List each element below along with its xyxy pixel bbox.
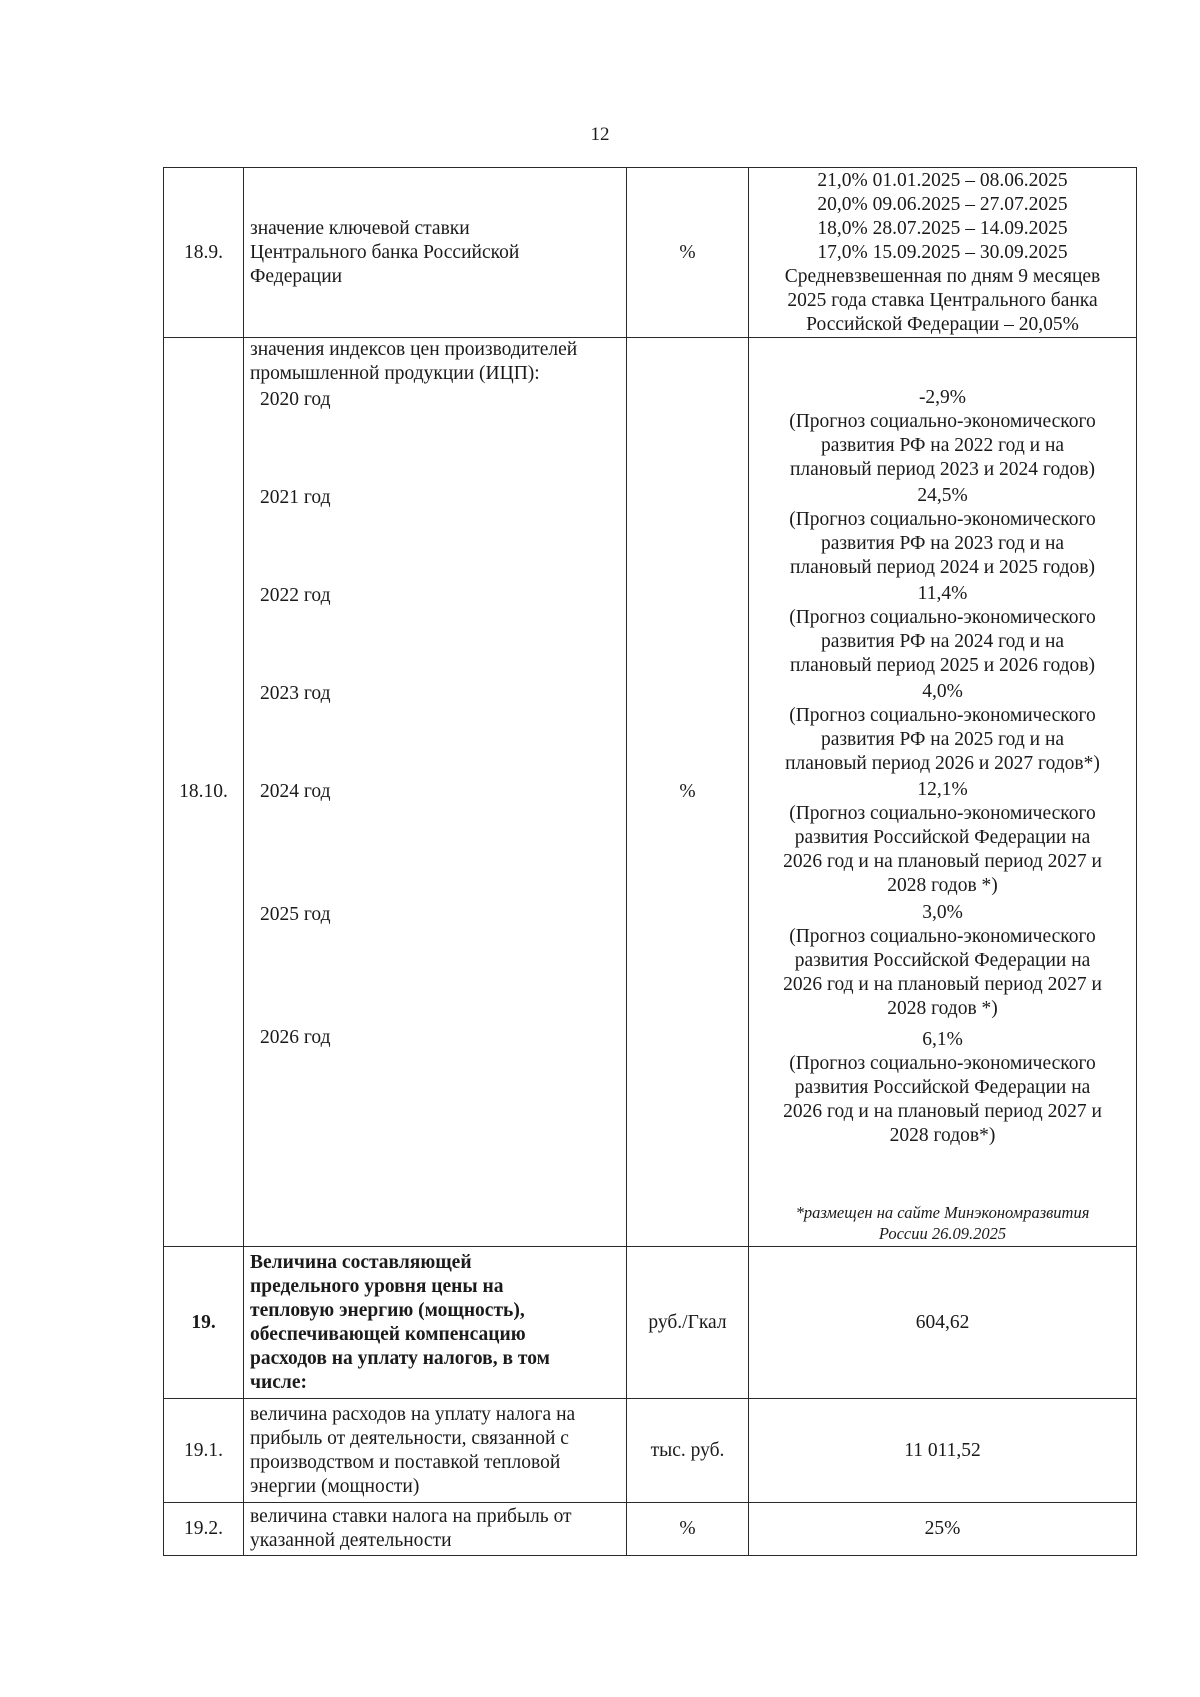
value-line: (Прогноз социально-экономического: [789, 607, 1096, 628]
row-value: [749, 338, 1137, 1247]
value-line: 12,1%: [917, 779, 968, 800]
value-line: (Прогноз социально-экономического: [789, 705, 1096, 726]
description-line: величина расходов на уплату налога на: [250, 1403, 576, 1425]
value-line: 6,1%: [922, 1029, 963, 1050]
value-line: (Прогноз социально-экономического: [789, 803, 1096, 824]
value-line: развития РФ на 2025 год и на: [820, 729, 1065, 750]
value-line: развития Российской Федерации на: [794, 950, 1091, 971]
row-value: 25%: [749, 1503, 1137, 1556]
table-row-19-1: [164, 1399, 1137, 1503]
value-line: развития РФ на 2024 год и на: [820, 631, 1065, 652]
value-line: 24,5%: [917, 485, 968, 506]
footnote-line: России 26.09.2025: [878, 1224, 1007, 1243]
value-line: развития Российской Федерации на: [794, 827, 1091, 848]
value-line: плановый период 2024 и 2025 годов): [789, 557, 1096, 578]
table-row-18-9: [164, 168, 1137, 338]
page-number: 12: [590, 124, 610, 145]
row-unit: руб./Гкал: [627, 1247, 749, 1399]
value-line: 20,0% 09.06.2025 – 27.07.2025: [817, 193, 1068, 215]
description-line: предельного уровня цены на: [250, 1275, 504, 1297]
row-unit: %: [627, 338, 749, 1247]
tariff-parameters-table: [163, 167, 1137, 1556]
description-line: Центрального банка Российской: [250, 241, 520, 263]
footnote: [755, 1202, 1130, 1244]
value-line: (Прогноз социально-экономического: [789, 926, 1096, 947]
row-number: 19.: [164, 1247, 244, 1399]
description-line: значение ключевой ставки: [250, 217, 470, 239]
row-value: [749, 168, 1137, 338]
value-line: (Прогноз социально-экономического: [789, 509, 1096, 530]
value-line: 2026 год и на плановый период 2027 и: [783, 974, 1102, 995]
value-line: развития РФ на 2022 год и на: [820, 435, 1065, 456]
value-line: 2025 года ставка Центрального банка: [787, 289, 1098, 311]
value-line: 18,0% 28.07.2025 – 14.09.2025: [817, 217, 1068, 239]
table-row-18-10: [164, 338, 1137, 1247]
row-unit: %: [627, 1503, 749, 1556]
row-number: 18.10.: [164, 338, 244, 1247]
row-number: 19.2.: [164, 1503, 244, 1556]
row-value: 604,62: [749, 1247, 1137, 1399]
description-line: значения индексов цен производителей: [250, 339, 578, 360]
description-line: Федерации: [250, 265, 343, 287]
row-number: 18.9.: [164, 168, 244, 338]
year-label-2023: 2023 год: [260, 683, 331, 704]
value-line: Российской Федерации – 20,05%: [806, 313, 1079, 335]
year-label-2020: 2020 год: [260, 389, 331, 410]
footnote-line: *размещен на сайте Минэкономразвития: [795, 1203, 1090, 1222]
table-row-19: [164, 1247, 1137, 1399]
value-line: 4,0%: [922, 681, 963, 702]
table-row-19-2: [164, 1503, 1137, 1556]
year-label-2022: 2022 год: [260, 585, 331, 606]
row-unit: %: [627, 168, 749, 338]
ipc-value-2024: [755, 778, 1130, 898]
row-description: [244, 338, 627, 1247]
value-line: -2,9%: [918, 387, 967, 408]
value-line: развития РФ на 2023 год и на: [820, 533, 1065, 554]
value-line: 2026 год и на плановый период 2027 и: [783, 851, 1102, 872]
year-label-2025: 2025 год: [260, 904, 331, 925]
value-line: плановый период 2026 и 2027 годов*): [785, 753, 1100, 774]
description-line: числе:: [250, 1371, 307, 1393]
row-description: [244, 168, 627, 338]
value-line: 11,4%: [917, 583, 968, 604]
value-line: 2028 годов *): [887, 875, 998, 896]
description-line: обеспечивающей компенсацию: [250, 1323, 526, 1345]
ipc-value-2021: [755, 484, 1130, 580]
value-line: плановый период 2023 и 2024 годов): [789, 459, 1096, 480]
row-number: 19.1.: [164, 1399, 244, 1503]
value-line: 3,0%: [922, 902, 963, 923]
value-line: (Прогноз социально-экономического: [789, 411, 1096, 432]
description-line: прибыль от деятельности, связанной с: [250, 1427, 569, 1449]
ipc-value-2020: [755, 386, 1130, 482]
row-unit: тыс. руб.: [627, 1399, 749, 1503]
row-value: 11 011,52: [749, 1399, 1137, 1503]
description-line: промышленной продукции (ИЦП):: [250, 363, 540, 384]
description-line: Величина составляющей: [250, 1251, 472, 1273]
ipc-value-2025: [755, 901, 1130, 1021]
description-line: энергии (мощности): [250, 1475, 420, 1497]
value-line: развития Российской Федерации на: [794, 1077, 1091, 1098]
description-line: расходов на уплату налогов, в том: [250, 1347, 550, 1369]
description-line: тепловую энергию (мощность),: [250, 1299, 525, 1321]
value-line: плановый период 2025 и 2026 годов): [789, 655, 1096, 676]
description-line: производством и поставкой тепловой: [250, 1451, 561, 1473]
ipc-value-2026: [755, 1028, 1130, 1148]
value-line: (Прогноз социально-экономического: [789, 1053, 1096, 1074]
description-line: указанной деятельности: [250, 1530, 452, 1551]
value-line: 2028 годов*): [889, 1125, 996, 1146]
description-line: величина ставки налога на прибыль от: [250, 1506, 572, 1527]
value-line: 17,0% 15.09.2025 – 30.09.2025: [817, 241, 1068, 263]
year-label-2021: 2021 год: [260, 487, 331, 508]
year-label-2026: 2026 год: [260, 1027, 331, 1048]
value-line: Средневзвешенная по дням 9 месяцев: [784, 265, 1101, 287]
value-line: 2026 год и на плановый период 2027 и: [783, 1101, 1102, 1122]
value-line: 21,0% 01.01.2025 – 08.06.2025: [817, 169, 1068, 191]
row-description: [244, 1399, 627, 1503]
row-description: [244, 1247, 627, 1399]
value-line: 2028 годов *): [887, 998, 998, 1019]
ipc-value-2022: [755, 582, 1130, 678]
year-label-2024: 2024 год: [260, 781, 331, 802]
row-description: [244, 1503, 627, 1556]
ipc-value-2023: [755, 680, 1130, 776]
